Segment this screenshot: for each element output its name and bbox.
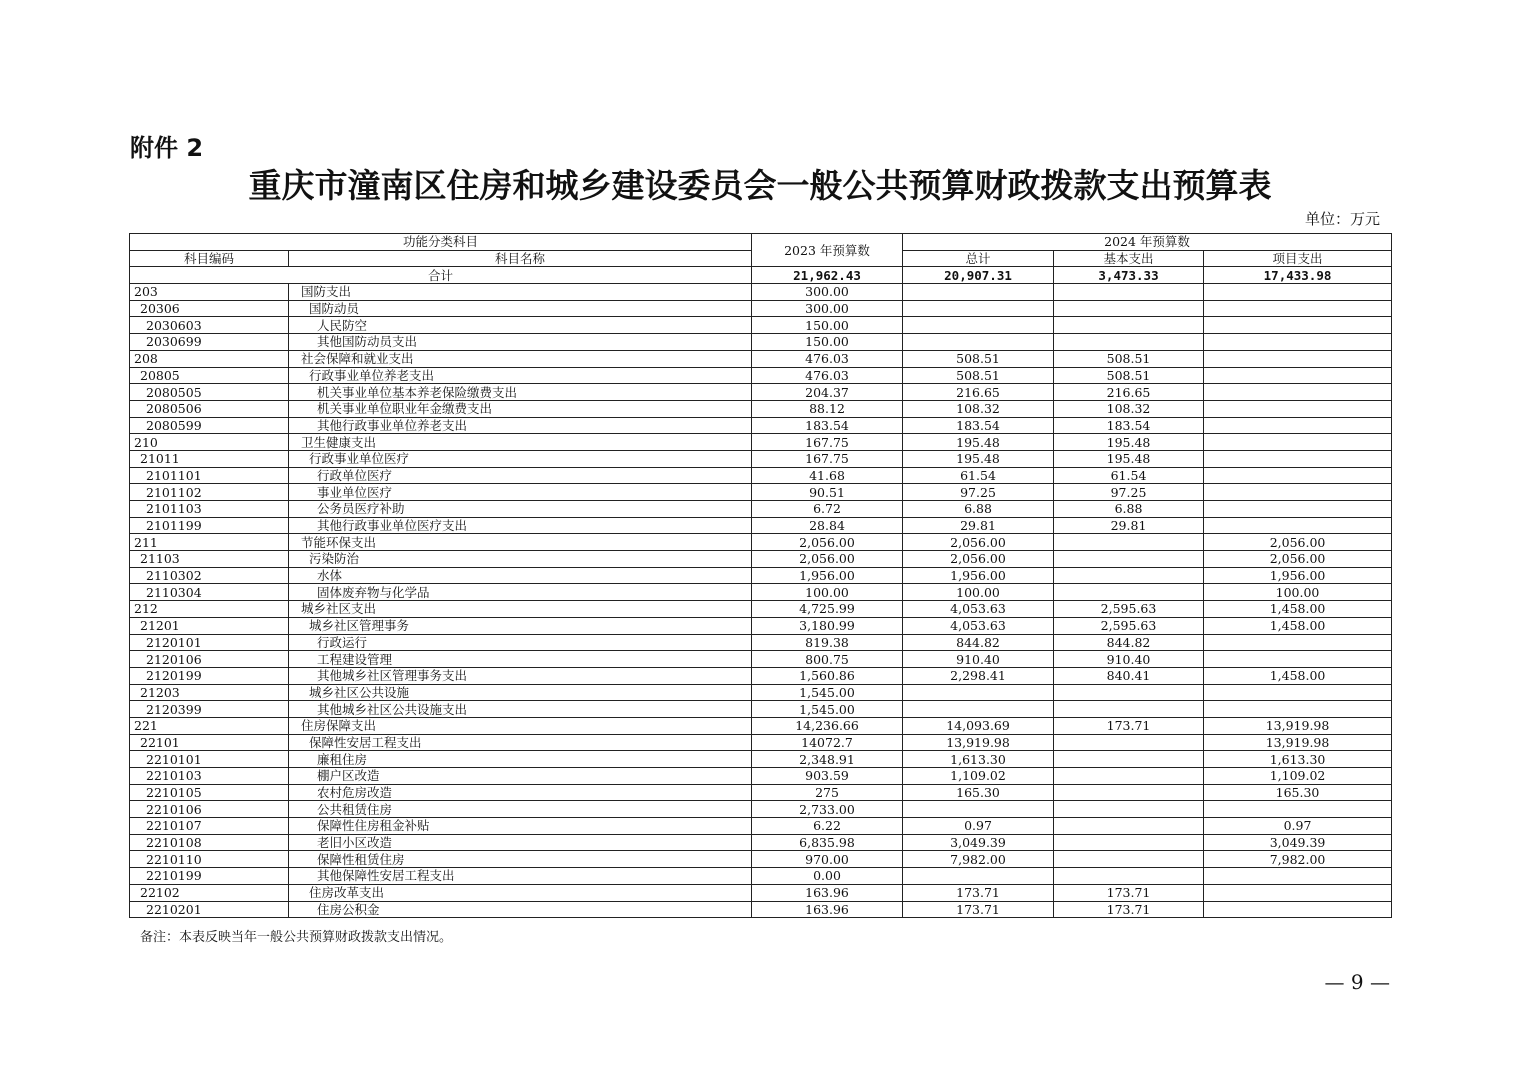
cell-name: 农村危房改造: [289, 784, 752, 801]
table-row: [130, 567, 1392, 584]
cell-total: 195.48: [903, 450, 1054, 467]
cell-basic: [1054, 684, 1204, 701]
table-row: [130, 601, 1392, 618]
cell-project: [1204, 434, 1392, 451]
cell-project: [1204, 350, 1392, 367]
cell-project: 1,458.00: [1204, 617, 1392, 634]
cell-basic: 6.88: [1054, 501, 1204, 518]
attachment-label: 附件 2: [130, 134, 204, 162]
cell-project: 1,613.30: [1204, 751, 1392, 768]
cell-code: 21103: [130, 551, 289, 568]
cell-name: 城乡社区支出: [289, 601, 752, 618]
cell-code: 2110304: [130, 584, 289, 601]
table-row: [130, 334, 1392, 351]
table-row: [130, 617, 1392, 634]
table-row: [130, 651, 1392, 668]
cell-total: 14,093.69: [903, 717, 1054, 734]
cell-name: 行政单位医疗: [289, 467, 752, 484]
cell-2023: 41.68: [752, 467, 903, 484]
cell-name: 老旧小区改造: [289, 834, 752, 851]
cell-name: 廉租住房: [289, 751, 752, 768]
cell-project: 13,919.98: [1204, 734, 1392, 751]
cell-project: 3,049.39: [1204, 834, 1392, 851]
cell-basic: [1054, 317, 1204, 334]
cell-project: 2,056.00: [1204, 551, 1392, 568]
cell-code: 208: [130, 350, 289, 367]
cell-name: 社会保障和就业支出: [289, 350, 752, 367]
cell-name: 行政事业单位医疗: [289, 450, 752, 467]
cell-2023: 163.96: [752, 884, 903, 901]
cell-project: 1,458.00: [1204, 667, 1392, 684]
cell-basic: 2,595.63: [1054, 617, 1204, 634]
cell-project: [1204, 868, 1392, 885]
cell-basic: 173.71: [1054, 901, 1204, 918]
cell-project: [1204, 501, 1392, 518]
table-row: [130, 417, 1392, 434]
cell-code: 2210108: [130, 834, 289, 851]
table-row: [130, 768, 1392, 785]
table-row: [130, 584, 1392, 601]
cell-2023: 275: [752, 784, 903, 801]
cell-2023: 100.00: [752, 584, 903, 601]
cell-total: 0.97: [903, 818, 1054, 835]
cell-code: 2101101: [130, 467, 289, 484]
cell-code: 2110302: [130, 567, 289, 584]
cell-project: 0.97: [1204, 818, 1392, 835]
cell-2023: 6.22: [752, 818, 903, 835]
cell-2023: 2,348.91: [752, 751, 903, 768]
cell-name: 行政事业单位养老支出: [289, 367, 752, 384]
cell-project: 100.00: [1204, 584, 1392, 601]
cell-total: 508.51: [903, 367, 1054, 384]
cell-total: 4,053.63: [903, 617, 1054, 634]
cell-basic: [1054, 567, 1204, 584]
table-row: [130, 834, 1392, 851]
cell-2023: 819.38: [752, 634, 903, 651]
page-number: — 9 —: [1324, 970, 1390, 994]
cell-name: 国防动员: [289, 300, 752, 317]
cell-project: [1204, 517, 1392, 534]
cell-project: [1204, 634, 1392, 651]
cell-total: 100.00: [903, 584, 1054, 601]
cell-name: 固体废弃物与化学品: [289, 584, 752, 601]
cell-project: 1,458.00: [1204, 601, 1392, 618]
cell-basic: [1054, 584, 1204, 601]
cell-total: 844.82: [903, 634, 1054, 651]
cell-code: 2210199: [130, 868, 289, 885]
cell-total: 97.25: [903, 484, 1054, 501]
cell-2023: 3,180.99: [752, 617, 903, 634]
cell-total: 61.54: [903, 467, 1054, 484]
cell-2023: 28.84: [752, 517, 903, 534]
table-row: [130, 501, 1392, 518]
cell-code: 20306: [130, 300, 289, 317]
table-row: [130, 717, 1392, 734]
cell-2023: 150.00: [752, 334, 903, 351]
cell-basic: [1054, 534, 1204, 551]
table-row: [130, 467, 1392, 484]
cell-total: 173.71: [903, 901, 1054, 918]
cell-2023: 800.75: [752, 651, 903, 668]
cell-total: [903, 284, 1054, 301]
cell-code: 2210106: [130, 801, 289, 818]
cell-basic: 840.41: [1054, 667, 1204, 684]
cell-total: 7,982.00: [903, 851, 1054, 868]
cell-2023: 204.37: [752, 384, 903, 401]
unit-label: 单位：万元: [1304, 210, 1380, 228]
total-project: 17,433.98: [1204, 267, 1392, 284]
table-row: [130, 350, 1392, 367]
cell-total: 3,049.39: [903, 834, 1054, 851]
cell-name: 行政运行: [289, 634, 752, 651]
cell-code: 2101102: [130, 484, 289, 501]
cell-name: 住房公积金: [289, 901, 752, 918]
table-row: [130, 868, 1392, 885]
cell-project: [1204, 400, 1392, 417]
cell-code: 2210110: [130, 851, 289, 868]
table-row: [130, 751, 1392, 768]
cell-project: 13,919.98: [1204, 717, 1392, 734]
table-row: [130, 300, 1392, 317]
total-total: 20,907.31: [903, 267, 1054, 284]
header-name: 科目名称: [289, 250, 752, 267]
cell-basic: 2,595.63: [1054, 601, 1204, 618]
cell-name: 城乡社区管理事务: [289, 617, 752, 634]
cell-code: 2101199: [130, 517, 289, 534]
cell-project: [1204, 417, 1392, 434]
cell-name: 其他国防动员支出: [289, 334, 752, 351]
cell-basic: 508.51: [1054, 350, 1204, 367]
table-row: [130, 901, 1392, 918]
table-row: [130, 551, 1392, 568]
cell-total: 29.81: [903, 517, 1054, 534]
cell-total: [903, 801, 1054, 818]
cell-project: 1,956.00: [1204, 567, 1392, 584]
cell-code: 210: [130, 434, 289, 451]
cell-2023: 476.03: [752, 367, 903, 384]
table-row: [130, 434, 1392, 451]
cell-code: 2030603: [130, 317, 289, 334]
total-basic: 3,473.33: [1054, 267, 1204, 284]
cell-2023: 150.00: [752, 317, 903, 334]
cell-project: 2,056.00: [1204, 534, 1392, 551]
cell-name: 棚户区改造: [289, 768, 752, 785]
cell-2023: 88.12: [752, 400, 903, 417]
cell-2023: 14,236.66: [752, 717, 903, 734]
cell-project: [1204, 317, 1392, 334]
cell-total: 4,053.63: [903, 601, 1054, 618]
cell-basic: [1054, 734, 1204, 751]
cell-project: [1204, 367, 1392, 384]
cell-basic: 183.54: [1054, 417, 1204, 434]
cell-2023: 183.54: [752, 417, 903, 434]
cell-total: 2,056.00: [903, 534, 1054, 551]
cell-2023: 2,056.00: [752, 551, 903, 568]
cell-project: [1204, 684, 1392, 701]
cell-name: 住房改革支出: [289, 884, 752, 901]
cell-2023: 14072.7: [752, 734, 903, 751]
header-code: 科目编码: [130, 250, 289, 267]
table-row: [130, 801, 1392, 818]
cell-basic: [1054, 284, 1204, 301]
cell-name: 城乡社区公共设施: [289, 684, 752, 701]
budget-table: [129, 233, 1392, 918]
cell-name: 其他行政事业单位医疗支出: [289, 517, 752, 534]
table-row: [130, 734, 1392, 751]
cell-code: 2080599: [130, 417, 289, 434]
table-row: [130, 284, 1392, 301]
cell-total: 183.54: [903, 417, 1054, 434]
cell-2023: 167.75: [752, 450, 903, 467]
cell-name: 污染防治: [289, 551, 752, 568]
header-basic: 基本支出: [1054, 250, 1204, 267]
cell-total: [903, 868, 1054, 885]
cell-2023: 300.00: [752, 300, 903, 317]
cell-basic: [1054, 751, 1204, 768]
cell-code: 211: [130, 534, 289, 551]
cell-2023: 476.03: [752, 350, 903, 367]
total-row: [130, 267, 1392, 284]
table-row: [130, 634, 1392, 651]
header-function-group: 功能分类科目: [130, 234, 752, 251]
cell-name: 公务员医疗补助: [289, 501, 752, 518]
cell-basic: [1054, 300, 1204, 317]
cell-basic: 173.71: [1054, 884, 1204, 901]
cell-basic: [1054, 334, 1204, 351]
cell-code: 20805: [130, 367, 289, 384]
cell-total: 1,109.02: [903, 768, 1054, 785]
cell-2023: 6,835.98: [752, 834, 903, 851]
cell-project: [1204, 300, 1392, 317]
cell-total: 216.65: [903, 384, 1054, 401]
cell-name: 住房保障支出: [289, 717, 752, 734]
cell-basic: 910.40: [1054, 651, 1204, 668]
table-row: [130, 384, 1392, 401]
cell-total: 1,613.30: [903, 751, 1054, 768]
cell-code: 2120101: [130, 634, 289, 651]
cell-code: 2210105: [130, 784, 289, 801]
table-row: [130, 784, 1392, 801]
total-2023: 21,962.43: [752, 267, 903, 284]
cell-name: 其他行政事业单位养老支出: [289, 417, 752, 434]
table-row: [130, 450, 1392, 467]
cell-name: 国防支出: [289, 284, 752, 301]
cell-code: 2210101: [130, 751, 289, 768]
cell-project: [1204, 334, 1392, 351]
cell-name: 事业单位医疗: [289, 484, 752, 501]
cell-2023: 1,545.00: [752, 684, 903, 701]
cell-basic: [1054, 801, 1204, 818]
cell-project: 165.30: [1204, 784, 1392, 801]
header-2023: 2023 年预算数: [752, 234, 903, 267]
cell-code: 2080506: [130, 400, 289, 417]
cell-project: [1204, 284, 1392, 301]
cell-project: [1204, 467, 1392, 484]
table-row: [130, 667, 1392, 684]
table-row: [130, 818, 1392, 835]
table-row: [130, 884, 1392, 901]
cell-basic: 216.65: [1054, 384, 1204, 401]
cell-basic: 195.48: [1054, 450, 1204, 467]
cell-2023: 2,733.00: [752, 801, 903, 818]
cell-basic: [1054, 818, 1204, 835]
document-title: 重庆市潼南区住房和城乡建设委员会一般公共预算财政拨款支出预算表: [248, 166, 1272, 205]
cell-project: [1204, 651, 1392, 668]
cell-project: [1204, 384, 1392, 401]
cell-total: [903, 317, 1054, 334]
cell-total: [903, 684, 1054, 701]
cell-code: 2030699: [130, 334, 289, 351]
cell-code: 2210103: [130, 768, 289, 785]
cell-project: [1204, 701, 1392, 718]
cell-total: 13,919.98: [903, 734, 1054, 751]
cell-code: 2210201: [130, 901, 289, 918]
cell-2023: 1,956.00: [752, 567, 903, 584]
cell-2023: 6.72: [752, 501, 903, 518]
cell-2023: 167.75: [752, 434, 903, 451]
cell-code: 221: [130, 717, 289, 734]
cell-name: 人民防空: [289, 317, 752, 334]
cell-name: 公共租赁住房: [289, 801, 752, 818]
cell-basic: 508.51: [1054, 367, 1204, 384]
cell-code: 2080505: [130, 384, 289, 401]
table-row: [130, 684, 1392, 701]
cell-project: [1204, 450, 1392, 467]
cell-code: 2210107: [130, 818, 289, 835]
cell-2023: 970.00: [752, 851, 903, 868]
header-total: 总计: [903, 250, 1054, 267]
cell-total: 165.30: [903, 784, 1054, 801]
cell-name: 节能环保支出: [289, 534, 752, 551]
cell-basic: [1054, 551, 1204, 568]
cell-code: 22102: [130, 884, 289, 901]
cell-total: 1,956.00: [903, 567, 1054, 584]
cell-basic: 108.32: [1054, 400, 1204, 417]
cell-total: 108.32: [903, 400, 1054, 417]
cell-basic: 97.25: [1054, 484, 1204, 501]
cell-project: [1204, 484, 1392, 501]
cell-2023: 1,545.00: [752, 701, 903, 718]
cell-basic: 844.82: [1054, 634, 1204, 651]
cell-basic: [1054, 701, 1204, 718]
header-2024-group: 2024 年预算数: [903, 234, 1392, 251]
footnote: 备注：本表反映当年一般公共预算财政拨款支出情况。: [140, 930, 453, 945]
total-label: 合计: [130, 267, 752, 284]
cell-code: 212: [130, 601, 289, 618]
cell-code: 2101103: [130, 501, 289, 518]
cell-name: 水体: [289, 567, 752, 584]
table-row: [130, 367, 1392, 384]
table-row: [130, 517, 1392, 534]
cell-2023: 2,056.00: [752, 534, 903, 551]
cell-code: 21203: [130, 684, 289, 701]
cell-name: 机关事业单位基本养老保险缴费支出: [289, 384, 752, 401]
cell-project: 1,109.02: [1204, 768, 1392, 785]
cell-basic: 29.81: [1054, 517, 1204, 534]
cell-name: 其他保障性安居工程支出: [289, 868, 752, 885]
cell-total: [903, 701, 1054, 718]
cell-2023: 0.00: [752, 868, 903, 885]
cell-total: 2,298.41: [903, 667, 1054, 684]
cell-total: 910.40: [903, 651, 1054, 668]
cell-project: [1204, 801, 1392, 818]
cell-2023: 90.51: [752, 484, 903, 501]
cell-2023: 163.96: [752, 901, 903, 918]
header-row-1: [130, 234, 1392, 251]
cell-project: [1204, 901, 1392, 918]
table-row: [130, 484, 1392, 501]
cell-basic: [1054, 868, 1204, 885]
cell-total: 6.88: [903, 501, 1054, 518]
cell-code: 203: [130, 284, 289, 301]
cell-2023: 300.00: [752, 284, 903, 301]
cell-total: 508.51: [903, 350, 1054, 367]
header-project: 项目支出: [1204, 250, 1392, 267]
cell-name: 保障性租赁住房: [289, 851, 752, 868]
table-row: [130, 851, 1392, 868]
cell-basic: [1054, 784, 1204, 801]
cell-2023: 4,725.99: [752, 601, 903, 618]
table-row: [130, 317, 1392, 334]
cell-name: 保障性住房租金补贴: [289, 818, 752, 835]
cell-name: 工程建设管理: [289, 651, 752, 668]
cell-name: 机关事业单位职业年金缴费支出: [289, 400, 752, 417]
cell-code: 21011: [130, 450, 289, 467]
cell-2023: 1,560.86: [752, 667, 903, 684]
cell-total: [903, 300, 1054, 317]
cell-total: 2,056.00: [903, 551, 1054, 568]
cell-basic: [1054, 834, 1204, 851]
cell-code: 2120106: [130, 651, 289, 668]
cell-2023: 903.59: [752, 768, 903, 785]
cell-project: [1204, 884, 1392, 901]
cell-basic: [1054, 851, 1204, 868]
table-row: [130, 534, 1392, 551]
cell-name: 保障性安居工程支出: [289, 734, 752, 751]
cell-code: 22101: [130, 734, 289, 751]
cell-project: 7,982.00: [1204, 851, 1392, 868]
cell-basic: 61.54: [1054, 467, 1204, 484]
cell-name: 其他城乡社区管理事务支出: [289, 667, 752, 684]
table-row: [130, 400, 1392, 417]
cell-code: 2120399: [130, 701, 289, 718]
cell-basic: 195.48: [1054, 434, 1204, 451]
cell-total: 195.48: [903, 434, 1054, 451]
cell-code: 2120199: [130, 667, 289, 684]
cell-name: 卫生健康支出: [289, 434, 752, 451]
cell-total: 173.71: [903, 884, 1054, 901]
cell-code: 21201: [130, 617, 289, 634]
cell-basic: 173.71: [1054, 717, 1204, 734]
table-row: [130, 701, 1392, 718]
cell-total: [903, 334, 1054, 351]
cell-basic: [1054, 768, 1204, 785]
cell-name: 其他城乡社区公共设施支出: [289, 701, 752, 718]
